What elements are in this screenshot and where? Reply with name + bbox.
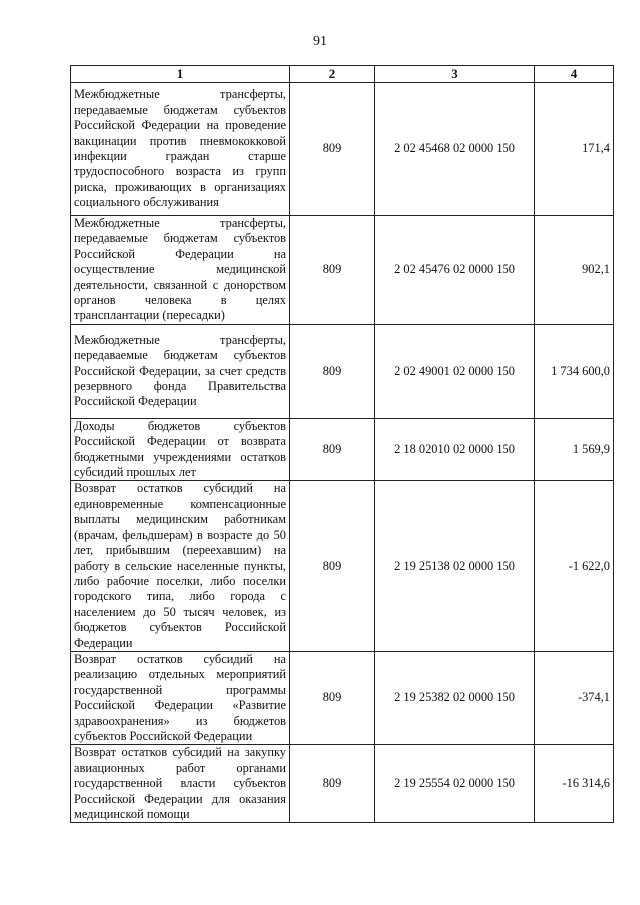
row-budget-code: 2 18 02010 02 0000 150 xyxy=(375,418,535,481)
row-amount: -16 314,6 xyxy=(535,745,614,823)
row-amount: 171,4 xyxy=(535,83,614,216)
row-name: Межбюджетные трансферты, передаваемые бюджетам субъектов Российской Федерации на осуществление медицинской деятельности, связанной с донорством органов человека в целях трансплантации (пересадки) xyxy=(71,216,290,325)
header-col-1: 1 xyxy=(71,66,290,83)
table-row xyxy=(71,83,614,216)
row-amount: -374,1 xyxy=(535,651,614,744)
table-row xyxy=(71,418,614,481)
row-amount: 902,1 xyxy=(535,216,614,325)
row-budget-code: 2 02 49001 02 0000 150 xyxy=(375,324,535,418)
row-budget-code: 2 19 25554 02 0000 150 xyxy=(375,745,535,823)
row-budget-code: 2 19 25138 02 0000 150 xyxy=(375,481,535,651)
header-col-4: 4 xyxy=(535,66,614,83)
row-admin-code: 809 xyxy=(290,216,375,325)
table-row xyxy=(71,324,614,418)
row-name: Доходы бюджетов субъектов Российской Федерации от возврата бюджетными учреждениями остатков субсидий прошлых лет xyxy=(71,418,290,481)
table-header-row xyxy=(71,66,614,83)
row-amount: 1 734 600,0 xyxy=(535,324,614,418)
row-admin-code: 809 xyxy=(290,83,375,216)
row-admin-code: 809 xyxy=(290,324,375,418)
row-budget-code: 2 19 25382 02 0000 150 xyxy=(375,651,535,744)
row-budget-code: 2 02 45468 02 0000 150 xyxy=(375,83,535,216)
row-admin-code: 809 xyxy=(290,651,375,744)
row-budget-code: 2 02 45476 02 0000 150 xyxy=(375,216,535,325)
row-name: Межбюджетные трансферты, передаваемые бюджетам субъектов Российской Федерации на проведение вакцинации против пневмококковой инфекции граждан старше трудоспособного возраста из групп риска, проживающих в организациях социального обслуживания xyxy=(71,83,290,216)
header-col-2: 2 xyxy=(290,66,375,83)
table-row xyxy=(71,216,614,325)
table-row xyxy=(71,745,614,823)
row-admin-code: 809 xyxy=(290,418,375,481)
row-name: Возврат остатков субсидий на закупку авиационных работ органами государственной власти субъектов Российской Федерации для оказания медицинской помощи xyxy=(71,745,290,823)
row-amount: 1 569,9 xyxy=(535,418,614,481)
row-name: Возврат остатков субсидий на реализацию отдельных мероприятий государственной программы Российской Федерации «Развитие здравоохранения» из бюджетов субъектов Российской Федерации xyxy=(71,651,290,744)
row-amount: -1 622,0 xyxy=(535,481,614,651)
table-row xyxy=(71,651,614,744)
row-admin-code: 809 xyxy=(290,745,375,823)
budget-revenue-table xyxy=(70,65,614,823)
row-name: Возврат остатков субсидий на единовременные компенсационные выплаты медицинским работникам (врачам, фельдшерам) в возрасте до 50 лет, прибывшим (переехавшим) на работу в сельские населенные пункты, либо рабочие поселки, либо поселки городского типа, либо города с населением до 50 тысяч человек, из бюджетов субъектов Российской Федерации xyxy=(71,481,290,651)
table-row xyxy=(71,481,614,651)
row-admin-code: 809 xyxy=(290,481,375,651)
page-number: 91 xyxy=(313,34,327,49)
row-name: Межбюджетные трансферты, передаваемые бюджетам субъектов Российской Федерации, за счет средств резервного фонда Правительства Российской Федерации xyxy=(71,324,290,418)
header-col-3: 3 xyxy=(375,66,535,83)
